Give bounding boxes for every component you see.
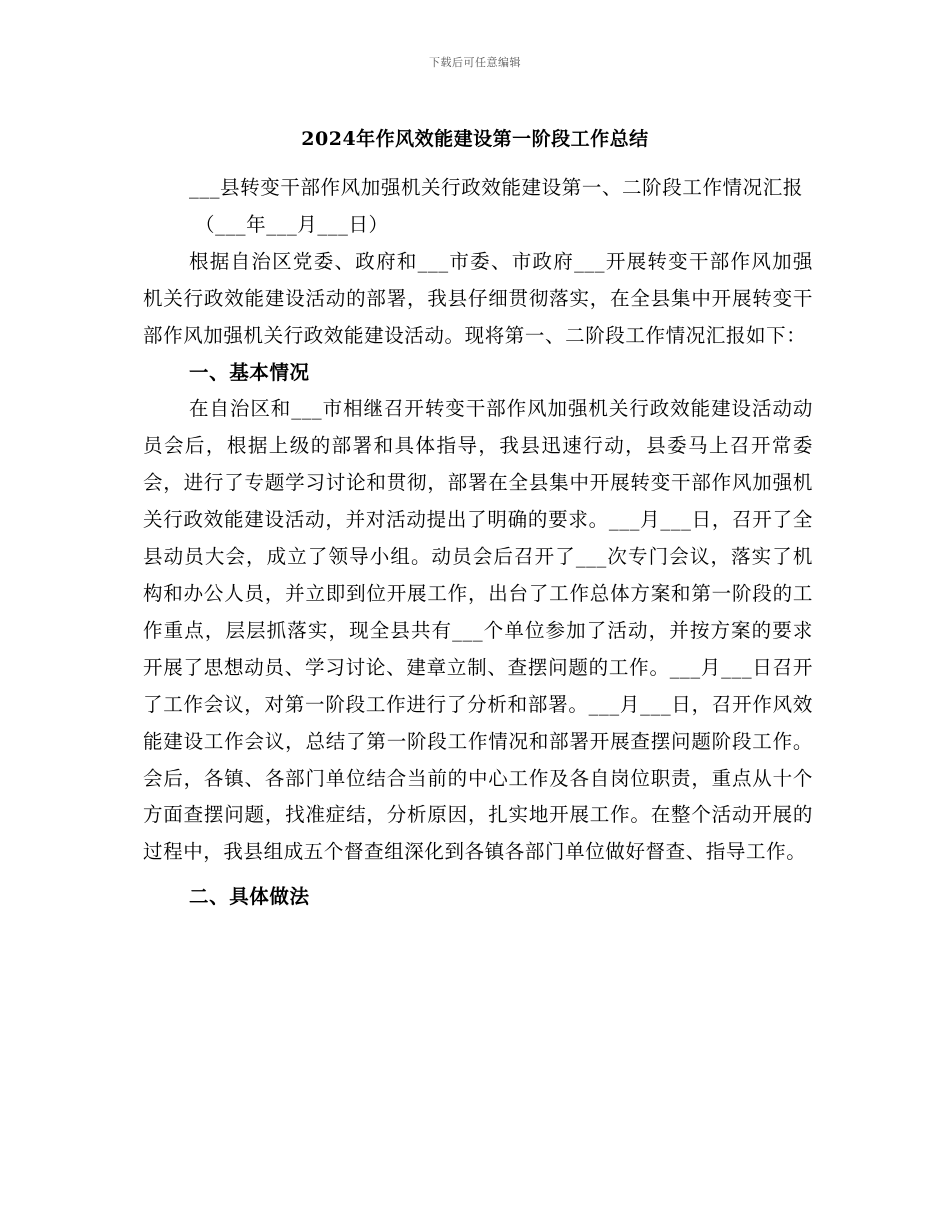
header-note: 下载后可任意编辑 [429, 56, 521, 69]
section1-paragraph: 在自治区和___市相继召开转变干部作风加强机关行政效能建设活动动员会后，根据上级的部署和具体指导，我县迅速行动，县委马上召开常委会，进行了专题学习讨论和贯彻，部署在全县集中开展转变干部作风加强机关行政效能建设活动，并对活动提出了明确的要求。___月___日，召开了全县动员大会，成立了领导小组。动员会后召开了___次专门会议，落实了机构和办公人员，并立即到位开展工作，出台了工作总体方案和第一阶段的工作重点，层层抓落实，现全县共有___个单位参加了活动，并按方案的要求开展了思想动员、学习讨论、建章立制、查摆问题的工作。___月___日召开了工作会议，对第一阶段工作进行了分析和部署。___月___日，召开作风效能建设工作会议，总结了第一阶段工作情况和部署开展查摆问题阶段工作。会后，各镇、各部门单位结合当前的中心工作及各自岗位职责，重点从十个方面查摆问题，找准症结，分析原因，扎实地开展工作。在整个活动开展的过程中，我县组成五个督查组深化到各镇各部门单位做好督查、指导工作。 [143, 397, 813, 864]
section2-heading: 二、具体做法 [189, 885, 310, 909]
intro-paragraph: 根据自治区党委、政府和___市委、市政府___开展转变干部作风加强机关行政效能建设活动的部署，我县仔细贯彻落实，在全县集中开展转变干部作风加强机关行政效能建设活动。现将第一、二阶段工作情况汇报如下： [143, 249, 813, 347]
document-title: 2024年作风效能建设第一阶段工作总结 [301, 128, 649, 150]
subtitle-paragraph: ___县转变干部作风加强机关行政效能建设第一、二阶段工作情况汇报 [189, 176, 803, 199]
date-line: （___年___月___日） [195, 212, 389, 236]
document-body [143, 170, 813, 916]
section1-heading: 一、基本情况 [189, 360, 310, 384]
